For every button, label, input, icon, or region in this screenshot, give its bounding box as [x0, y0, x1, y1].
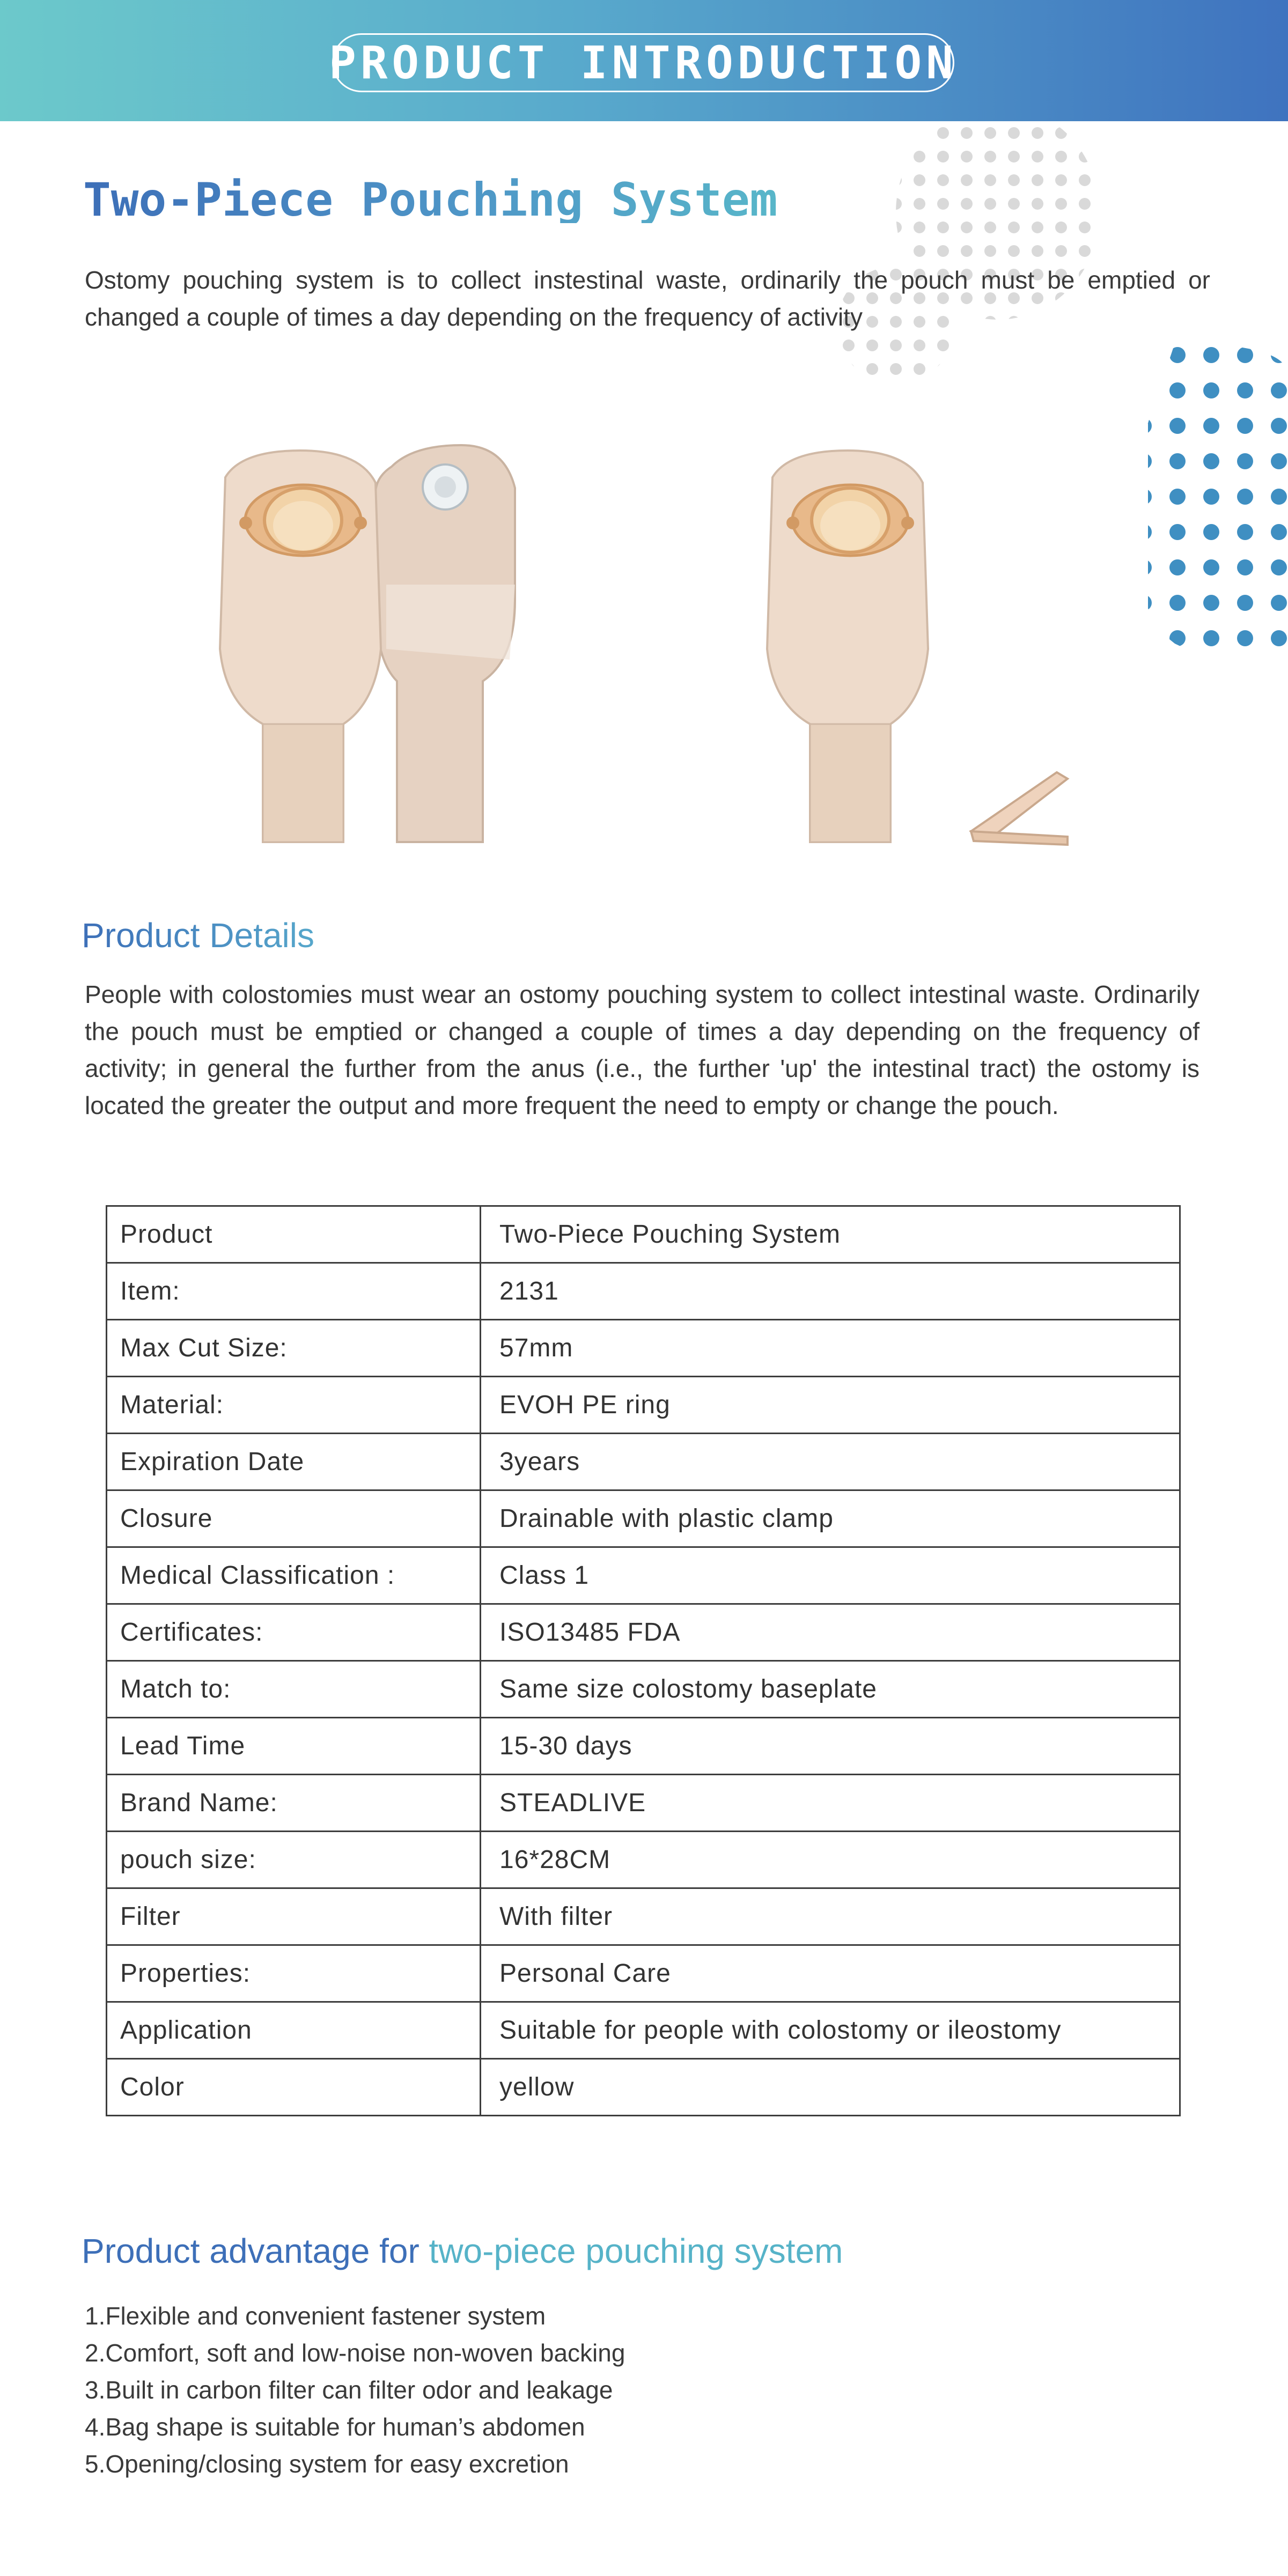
spec-label: Application — [107, 2002, 481, 2059]
spec-value: 2131 — [481, 1263, 1180, 1320]
spec-table — [106, 1205, 1181, 2116]
decorative-grey-dots — [837, 121, 1116, 389]
list-item: 2.Comfort, soft and low-noise non-woven backing — [85, 2339, 625, 2367]
spec-value: ISO13485 FDA — [481, 1604, 1180, 1661]
list-item: 5.Opening/closing system for easy excretion — [85, 2450, 569, 2478]
table-row — [107, 1320, 1180, 1377]
spec-value: Suitable for people with colostomy or ileostomy — [481, 2002, 1180, 2059]
spec-label: Product — [107, 1206, 481, 1263]
spec-label: Filter — [107, 1888, 481, 1945]
spec-label: pouch size: — [107, 1832, 481, 1888]
pouch-with-clamp-photo — [703, 424, 1148, 869]
table-row — [107, 2002, 1180, 2059]
details-paragraph: People with colostomies must wear an ostomy pouching system to collect intestinal waste. Ordinarily the pouch must be emptied or changed a couple of times a day depending on the frequency of activity; in general the further from the anus (i.e., the further 'up' the intestinal tract) the ostomy is located the greater the output and more frequent the need to empty or change the pouch. — [85, 980, 1199, 1119]
spec-label: Brand Name: — [107, 1775, 481, 1832]
spec-value: EVOH PE ring — [481, 1377, 1180, 1434]
spec-label: Color — [107, 2059, 481, 2116]
advantage-heading — [82, 2234, 843, 2268]
table-row — [107, 1434, 1180, 1490]
spec-label: Lead Time — [107, 1718, 481, 1775]
intro-paragraph: Ostomy pouching system is to collect instestinal waste, ordinarily the pouch must be emptied or changed a couple of times a day depending on the frequency of activity — [85, 266, 1210, 331]
list-item: 3.Built in carbon filter can filter odor and leakage — [85, 2376, 613, 2404]
spec-value: Class 1 — [481, 1547, 1180, 1604]
table-row — [107, 1945, 1180, 2002]
table-row — [107, 1490, 1180, 1547]
spec-value: Two-Piece Pouching System — [481, 1206, 1180, 1263]
table-row — [107, 1832, 1180, 1888]
spec-value: Same size colostomy baseplate — [481, 1661, 1180, 1718]
table-row — [107, 1604, 1180, 1661]
details-heading: Product Details — [82, 916, 314, 955]
advantage-heading-part2: two-piece pouching system — [429, 2232, 843, 2270]
table-row — [107, 1263, 1180, 1320]
spec-label: Medical Classification : — [107, 1547, 481, 1604]
spec-value: 16*28CM — [481, 1832, 1180, 1888]
spec-value: yellow — [481, 2059, 1180, 2116]
spec-value: 3years — [481, 1434, 1180, 1490]
spec-label: Closure — [107, 1490, 481, 1547]
table-row — [107, 2059, 1180, 2116]
spec-label: Expiration Date — [107, 1434, 481, 1490]
table-row — [107, 1718, 1180, 1775]
spec-value: With filter — [481, 1888, 1180, 1945]
spec-value: Drainable with plastic clamp — [481, 1490, 1180, 1547]
table-row — [107, 1661, 1180, 1718]
pouch-photo-pair — [161, 424, 612, 869]
spec-value: STEADLIVE — [481, 1775, 1180, 1832]
advantage-list — [85, 2298, 625, 2483]
banner-title-pill — [329, 33, 958, 92]
decorative-blue-dots — [1132, 343, 1288, 719]
table-row — [107, 1377, 1180, 1434]
spec-label: Properties: — [107, 1945, 481, 2002]
list-item: 1.Flexible and convenient fastener system — [85, 2302, 546, 2330]
table-row — [107, 1547, 1180, 1604]
spec-value: Personal Care — [481, 1945, 1180, 2002]
spec-label: Max Cut Size: — [107, 1320, 481, 1377]
spec-label: Material: — [107, 1377, 481, 1434]
advantage-heading-part1: Product advantage for — [82, 2232, 429, 2270]
banner-title: PRODUCT INTRODUCTION — [329, 36, 958, 89]
table-row — [107, 1775, 1180, 1832]
spec-label: Certificates: — [107, 1604, 481, 1661]
spec-label: Match to: — [107, 1661, 481, 1718]
spec-value: 15-30 days — [481, 1718, 1180, 1775]
spec-value: 57mm — [481, 1320, 1180, 1377]
table-row — [107, 1206, 1180, 1263]
product-title: Two-Piece Pouching System — [83, 173, 778, 227]
spec-label: Item: — [107, 1263, 481, 1320]
table-row — [107, 1888, 1180, 1945]
list-item: 4.Bag shape is suitable for human’s abdomen — [85, 2413, 585, 2441]
